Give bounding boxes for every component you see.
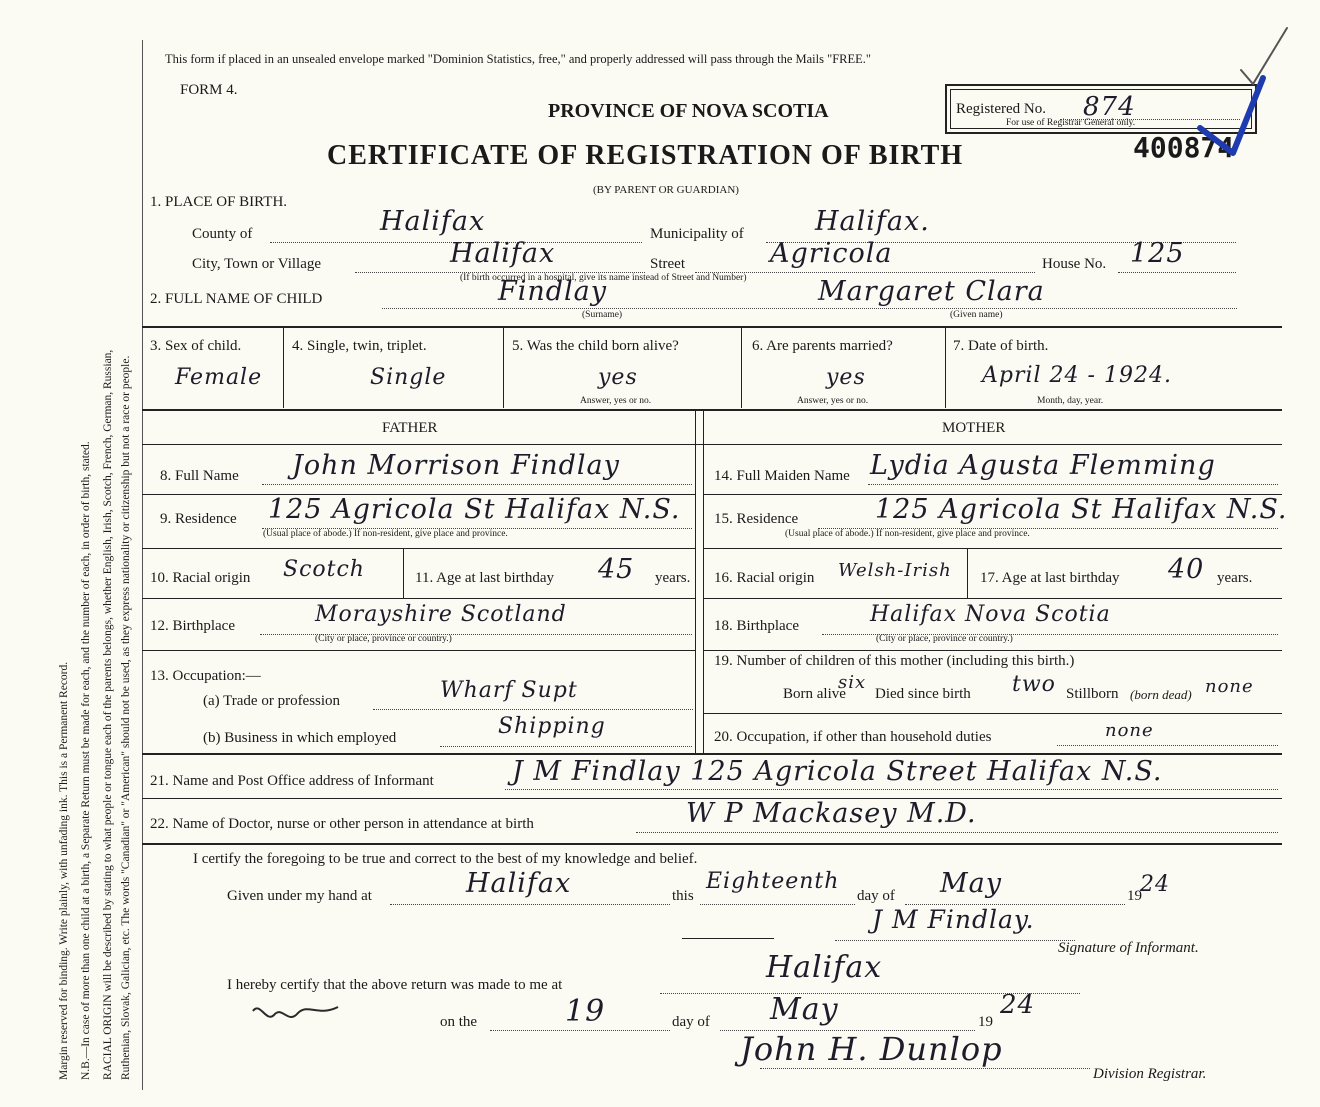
registrar-signature: John H. Dunlop xyxy=(740,1030,1003,1068)
given-day-of-label: day of xyxy=(857,888,895,904)
registrar-year-prefix: 19 xyxy=(978,1014,993,1030)
house-label: House No. xyxy=(1042,256,1107,272)
rule-father-4 xyxy=(142,650,695,651)
married-caption: Answer, yes or no. xyxy=(797,396,869,406)
mother-occupation-label: 20. Occupation, if other than household duties xyxy=(714,729,992,745)
surname-caption: (Surname) xyxy=(582,310,623,320)
dob-value: April 24 - 1924. xyxy=(982,363,1172,388)
rule-father-2 xyxy=(142,548,695,549)
registrar-month-value: May xyxy=(770,992,839,1027)
doctor-line xyxy=(636,832,1278,833)
informant-value: J M Findlay 125 Agricola Street Halifax N.S. xyxy=(512,756,1163,787)
father-business-line xyxy=(440,746,692,747)
page-title: CERTIFICATE OF REGISTRATION OF BIRTH xyxy=(327,140,964,171)
mother-heading: MOTHER xyxy=(942,420,1006,436)
house-line xyxy=(1118,272,1236,273)
father-residence-value: 125 Agricola St Halifax N.S. xyxy=(268,494,681,525)
registrar-signature-line xyxy=(760,1068,1090,1069)
dob-label: 7. Date of birth. xyxy=(953,338,1049,354)
mother-occupation-value: none xyxy=(1105,720,1154,741)
mother-race-value: Welsh-Irish xyxy=(838,560,952,581)
row3-divider-2 xyxy=(503,328,504,408)
plurality-label: 4. Single, twin, triplet. xyxy=(292,338,427,354)
died-since-birth-value: two xyxy=(1012,672,1056,697)
given-under-label: Given under my hand at xyxy=(227,888,372,904)
given-month-value: May xyxy=(940,868,1002,899)
given-year-value: 24 xyxy=(1140,872,1170,897)
given-place-value: Halifax xyxy=(466,868,572,899)
father-residence-label: 9. Residence xyxy=(160,511,237,527)
registrar-note: For use of Registrar General only. xyxy=(1006,118,1136,128)
father-age-label: 11. Age at last birthday xyxy=(415,570,554,586)
page-subtitle: (BY PARENT OR GUARDIAN) xyxy=(593,184,739,196)
mother-residence-label: 15. Residence xyxy=(714,511,799,527)
rule-mother-4 xyxy=(703,650,1282,651)
informant-line xyxy=(505,789,1278,790)
informant-signature: J M Findlay. xyxy=(872,905,1035,934)
rule-mother-5 xyxy=(703,713,1282,714)
father-name-line xyxy=(262,484,692,485)
father-birthplace-label: 12. Birthplace xyxy=(150,618,235,634)
father-birthplace-caption: (City or place, province or country.) xyxy=(315,634,452,644)
sex-label: 3. Sex of child. xyxy=(150,338,242,354)
city-label: City, Town or Village xyxy=(192,256,322,272)
registered-label: Registered No. xyxy=(956,101,1046,117)
mother-age-label: 17. Age at last birthday xyxy=(980,570,1120,586)
father-business-label: (b) Business in which employed xyxy=(203,730,397,746)
certify-statement: I certify the foregoing to be true and correct to the best of my knowledge and belief. xyxy=(193,851,698,867)
municipality-label: Municipality of xyxy=(650,226,744,242)
checkmark-icon xyxy=(1175,20,1315,160)
registrar-place-value: Halifax xyxy=(766,950,883,985)
mother-birthplace-value: Halifax Nova Scotia xyxy=(870,602,1111,627)
rule-father-3 xyxy=(142,598,695,599)
born-alive-count-label: Born alive xyxy=(783,686,846,702)
rule-parents-top xyxy=(142,409,1282,411)
signature-line xyxy=(835,940,1075,941)
given-day-value: Eighteenth xyxy=(706,869,840,894)
binding-line xyxy=(142,40,143,1090)
mother-residence-caption: (Usual place of abode.) If non-resident, give place and province. xyxy=(785,529,1030,539)
father-name-label: 8. Full Name xyxy=(160,468,239,484)
rule-informant-top xyxy=(142,753,1282,755)
rule-mother-3 xyxy=(703,598,1282,599)
registrar-statement: I hereby certify that the above return was made to me at xyxy=(227,977,563,993)
child-given-value: Margaret Clara xyxy=(818,276,1045,307)
day-line xyxy=(700,904,855,905)
child-name-line xyxy=(382,308,1237,309)
mother-race-divider xyxy=(967,548,968,598)
child-name-label: 2. FULL NAME OF CHILD xyxy=(150,291,323,307)
father-birthplace-value: Morayshire Scotland xyxy=(315,602,567,627)
margin-note-racial-origin-2: Ruthenian, Slovak, Galician, etc. The words "Canadian" or "American" should not be used, as they express nationality or citizenship but not a race or people. xyxy=(120,355,132,1080)
street-label: Street xyxy=(650,256,685,272)
margin-note-racial-origin-1: RACIAL ORIGIN will be described by stating to what people or tongue each of the parents belongs, whether English, Irish, Scotch, French, German, Russian, xyxy=(102,349,114,1080)
house-value: 125 xyxy=(1130,238,1185,269)
informant-label: 21. Name and Post Office address of Informant xyxy=(150,773,434,789)
father-business-value: Shipping xyxy=(498,714,606,739)
mail-note: This form if placed in an unsealed envelope marked "Dominion Statistics, free," and properly addressed will pass through the Mails "FREE." xyxy=(165,52,872,66)
parents-divider-b xyxy=(703,411,704,753)
father-trade-line xyxy=(373,709,693,710)
mother-name-value: Lydia Agusta Flemming xyxy=(870,450,1216,481)
row3-divider-1 xyxy=(283,328,284,408)
city-value: Halifax xyxy=(450,238,556,269)
stillborn-note: (born dead) xyxy=(1130,687,1192,702)
father-trade-value: Wharf Supt xyxy=(440,678,578,703)
informant-signature-label: Signature of Informant. xyxy=(1058,940,1199,956)
father-residence-caption: (Usual place of abode.) If non-resident, give place and province. xyxy=(263,529,508,539)
born-alive-answer: yes xyxy=(598,365,638,390)
dob-caption: Month, day, year. xyxy=(1037,396,1104,406)
died-since-birth-label: Died since birth xyxy=(875,686,971,702)
margin-note-binding: Margin reserved for binding. Write plainly, with unfading ink. This is a Permanent Record. xyxy=(58,661,70,1080)
father-occupation-label: 13. Occupation:— xyxy=(150,668,261,684)
stillborn-value: none xyxy=(1205,676,1254,697)
form-number: FORM 4. xyxy=(180,82,238,98)
registrar-day-value: 19 xyxy=(565,994,606,1029)
born-alive-question: 5. Was the child born alive? xyxy=(512,338,679,354)
child-surname-value: Findlay xyxy=(498,276,608,307)
born-alive-caption: Answer, yes or no. xyxy=(580,396,652,406)
street-value: Agricola xyxy=(770,238,893,269)
father-race-value: Scotch xyxy=(283,557,365,582)
father-years-label: years. xyxy=(655,570,691,586)
county-label: County of xyxy=(192,226,253,242)
rule-row3-top xyxy=(142,326,1282,328)
father-name-value: John Morrison Findlay xyxy=(292,450,620,481)
hospital-note: (If birth occurred in a hospital, give its name instead of Street and Number) xyxy=(460,273,747,283)
mother-residence-value: 125 Agricola St Halifax N.S. xyxy=(875,494,1288,525)
married-answer: yes xyxy=(826,365,866,390)
registrar-day-line xyxy=(490,1030,670,1031)
county-value: Halifax xyxy=(380,206,486,237)
margin-note-multiple-births: N.B.—In case of more than one child at a birth, a Separate Return must be made for each, and the number of each, in order of birth, stated. xyxy=(80,441,92,1080)
father-age-value: 45 xyxy=(598,554,635,585)
registrar-flourish-icon xyxy=(248,995,348,1035)
given-caption: (Given name) xyxy=(950,310,1003,320)
signature-line-short xyxy=(682,938,774,939)
given-place-line xyxy=(390,904,670,905)
doctor-value: W P Mackasey M.D. xyxy=(686,798,977,829)
sex-value: Female xyxy=(175,365,263,390)
mother-children-label: 19. Number of children of this mother (including this birth.) xyxy=(714,653,1075,669)
mother-race-label: 16. Racial origin xyxy=(714,570,815,586)
married-question: 6. Are parents married? xyxy=(752,338,893,354)
row3-divider-4 xyxy=(945,328,946,408)
father-heading: FATHER xyxy=(382,420,438,436)
row3-divider-3 xyxy=(741,328,742,408)
mother-name-label: 14. Full Maiden Name xyxy=(714,468,850,484)
registered-value: 874 xyxy=(1083,92,1136,122)
stillborn-label: Stillborn xyxy=(1066,686,1119,702)
division-registrar-label: Division Registrar. xyxy=(1093,1066,1207,1082)
doctor-label: 22. Name of Doctor, nurse or other person in attendance at birth xyxy=(150,816,534,832)
mother-name-line xyxy=(868,484,1278,485)
registrar-day-of-label: day of xyxy=(672,1014,710,1030)
municipality-value: Halifax. xyxy=(815,206,930,237)
given-year-prefix: 19 xyxy=(1127,888,1142,904)
father-race-label: 10. Racial origin xyxy=(150,570,251,586)
place-of-birth-label: 1. PLACE OF BIRTH. xyxy=(150,194,288,210)
rule-mother-2 xyxy=(703,548,1282,549)
rule-parents-head xyxy=(142,444,1282,445)
province-heading: PROVINCE OF NOVA SCOTIA xyxy=(548,100,829,122)
parents-divider-a xyxy=(695,411,696,753)
mother-age-value: 40 xyxy=(1168,554,1205,585)
stamped-number: 400874 xyxy=(1133,131,1235,164)
form-top-line xyxy=(142,185,1282,186)
mother-years-label: years. xyxy=(1217,570,1253,586)
registrar-year-value: 24 xyxy=(1000,990,1036,1020)
father-race-divider xyxy=(403,548,404,598)
born-alive-count-value: six xyxy=(838,672,867,693)
rule-doctor-bottom xyxy=(142,843,1282,845)
mother-occupation-line xyxy=(1057,745,1278,746)
father-trade-label: (a) Trade or profession xyxy=(203,693,341,709)
this-label: this xyxy=(672,888,694,904)
registrar-on-label: on the xyxy=(440,1014,478,1030)
mother-birthplace-label: 18. Birthplace xyxy=(714,618,799,634)
plurality-value: Single xyxy=(370,365,447,390)
mother-birthplace-caption: (City or place, province or country.) xyxy=(876,634,1013,644)
